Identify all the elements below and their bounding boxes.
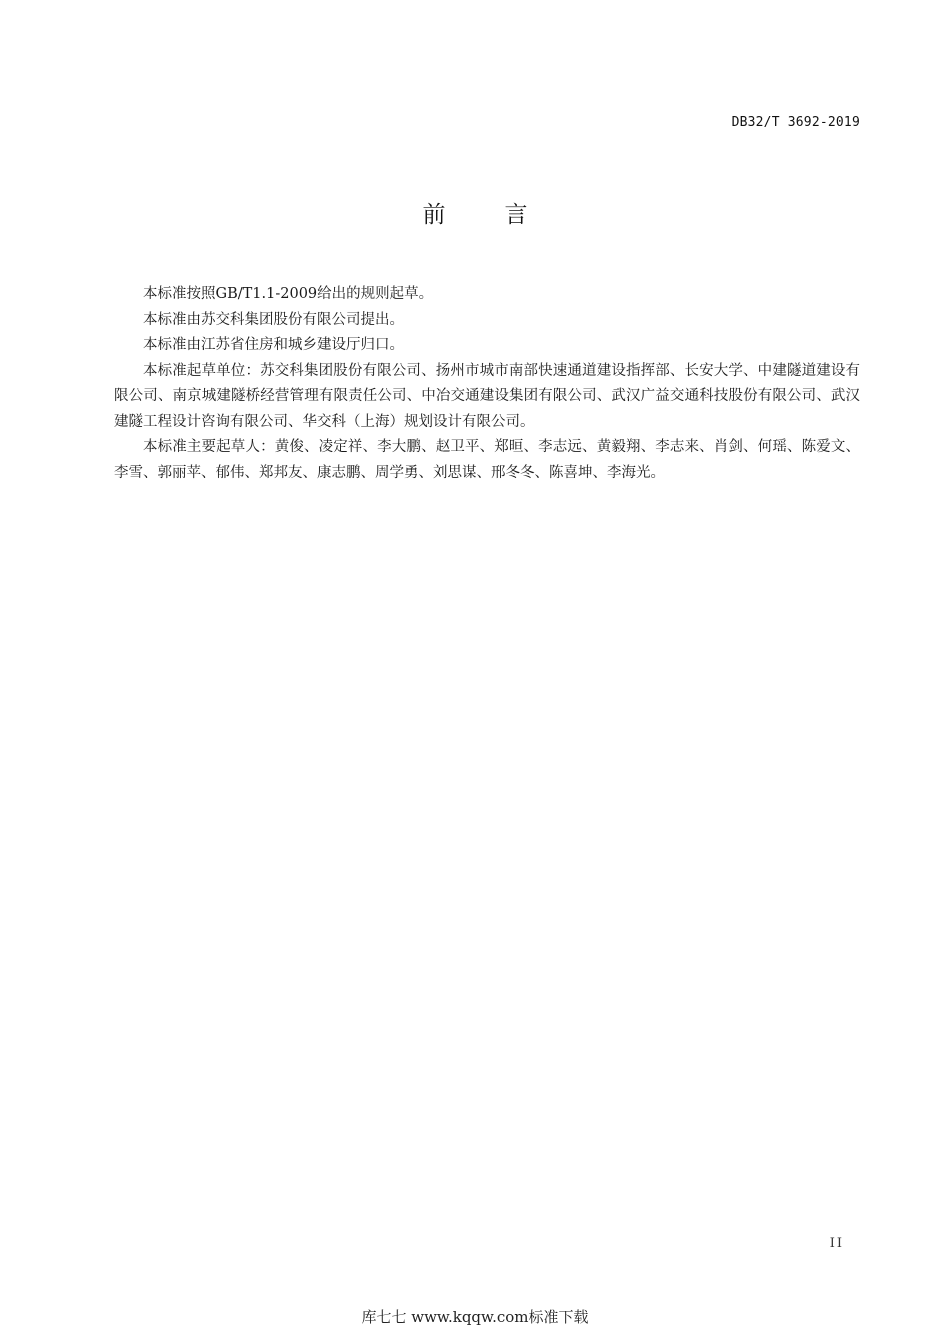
document-body: [114, 282, 860, 486]
page-number: II: [829, 1236, 844, 1251]
page-title: 前 言: [422, 202, 546, 228]
standard-code: DB32/T 3692-2019: [731, 115, 860, 130]
footer-watermark: 库七七 www.kqqw.com标准下载: [361, 1308, 589, 1326]
paragraph-drafting-units: 本标准起草单位：苏交科集团股份有限公司、扬州市城市南部快速通道建设指挥部、长安大学、中建隧道建设有限公司、南京城建隧桥经营管理有限责任公司、中冶交通建设集团有限公司、武汉广益交通科技股份有限公司、武汉建隧工程设计咨询有限公司、华交科（上海）规划设计有限公司。: [114, 362, 860, 430]
paragraph-main-drafters: 本标准主要起草人：黄俊、凌定祥、李大鹏、赵卫平、郑晅、李志远、黄毅翔、李志来、肖剑、何瑶、陈爱文、李雪、郭丽苹、郁伟、郑邦友、康志鹏、周学勇、刘思谋、邢冬冬、陈喜坤、李海光。: [114, 439, 860, 481]
paragraph-administrator: 本标准由江苏省住房和城乡建设厅归口。: [143, 337, 404, 353]
paragraph-proposer: 本标准由苏交科集团股份有限公司提出。: [143, 311, 404, 328]
paragraph-drafting-rules: 本标准按照GB/T1.1-2009给出的规则起草。: [143, 286, 434, 302]
